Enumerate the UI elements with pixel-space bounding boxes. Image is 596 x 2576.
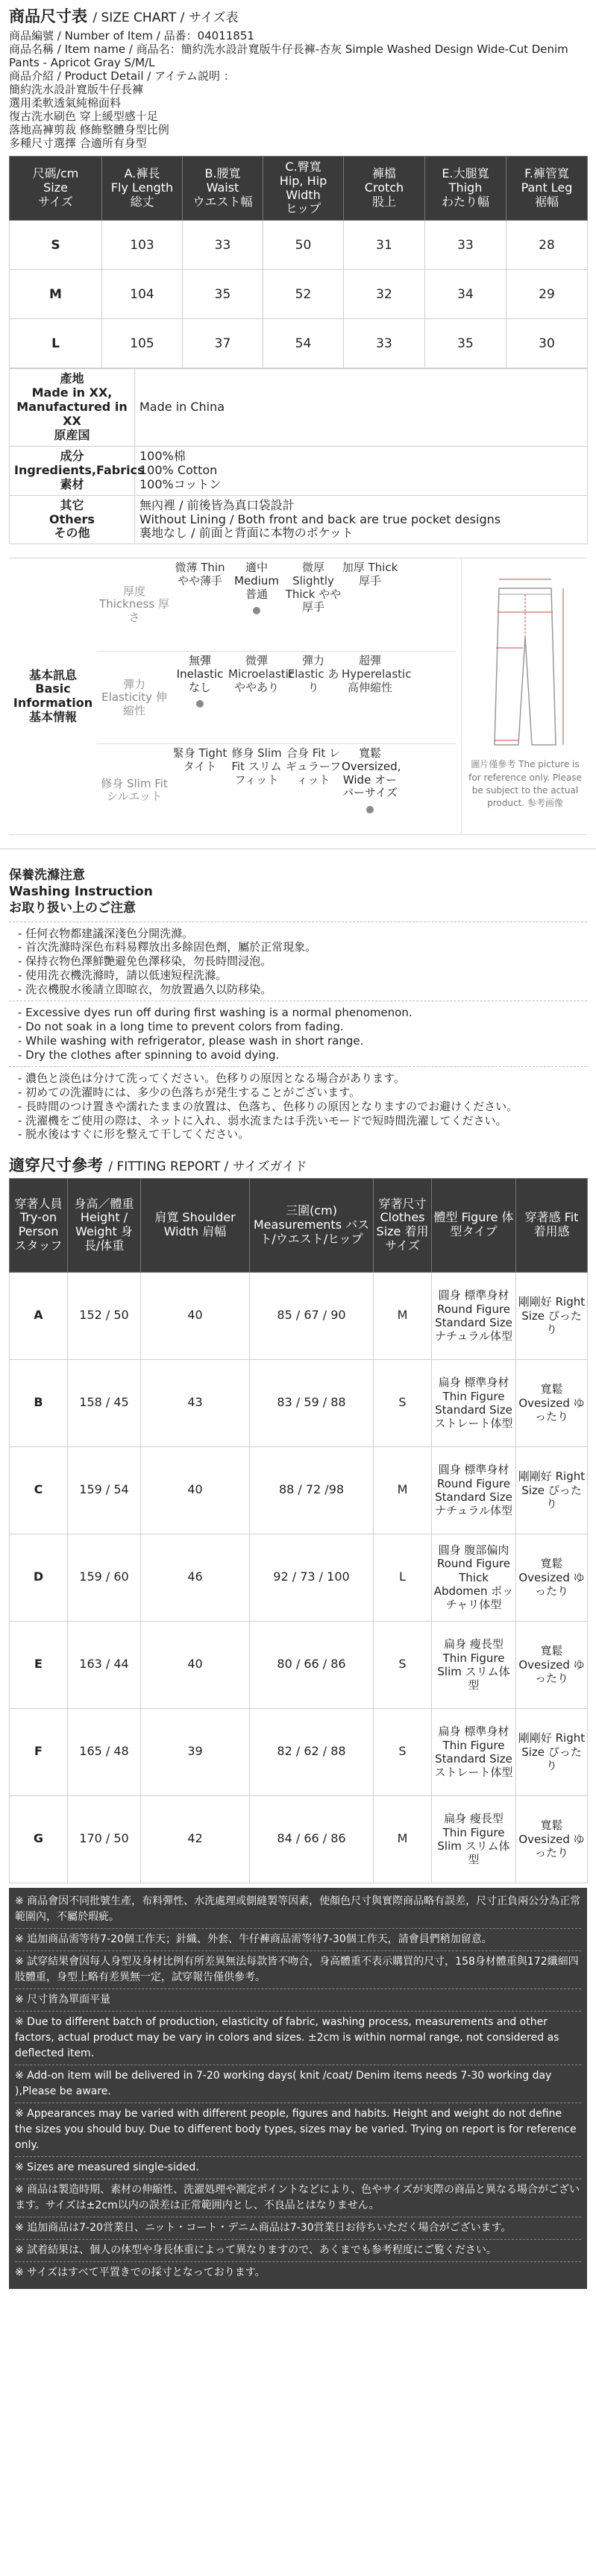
size-chart-header-row — [10, 156, 588, 221]
figure-cell: 圓身 標準身材 Round Figure Standard Size ナチュラル体型 — [432, 1446, 516, 1534]
elasticity-option: 超彈 Hyperelastic 高伸縮性 — [342, 654, 412, 694]
thickness-option: 加厚 Thick 厚手 — [342, 561, 398, 588]
waist-header: B.腰寬 Waist ウエスト幅 — [183, 156, 263, 221]
person-cell: C — [10, 1446, 68, 1534]
attribute-grid — [97, 558, 457, 834]
table-cell: 34 — [425, 270, 506, 319]
pant-leg-header: F.褲管寬 Pant Leg 裾幅 — [506, 156, 588, 221]
selected-dot-icon — [253, 607, 260, 614]
detail-line: 選用柔軟透氣純棉面料 — [9, 95, 122, 110]
table-row — [10, 1708, 588, 1795]
note-item: ※ 尺寸皆為單面平量 — [15, 1989, 581, 2012]
height-weight-cell: 158 / 45 — [68, 1359, 141, 1446]
person-cell: D — [10, 1534, 68, 1621]
materials-value: 100%棉 100% Cotton 100%コットン — [135, 446, 588, 495]
size-header: 尺碼/cm Size サイズ — [10, 156, 102, 221]
measurements-header: 三圍(cm) Measurements バスト/ウエスト/ヒップ — [250, 1178, 374, 1272]
fly-length-header: A.褲長 Fly Length 総丈 — [102, 156, 183, 221]
note-item: ※ Due to different batch of production, elasticity of fabric, washing process, measurements and other factors, actual product may be vary in colors and sizes. ±2cm is within normal range, not considered as deflected item. — [15, 2012, 581, 2065]
size-cell: L — [10, 319, 102, 368]
clothes-size-cell: M — [374, 1795, 432, 1883]
fitting-table — [9, 1178, 588, 1883]
size-chart-heading — [0, 0, 596, 29]
table-cell: 35 — [425, 319, 506, 368]
detail-line: 簡約洗水設計寬版牛仔長褲 — [9, 82, 144, 96]
thickness-row — [97, 558, 457, 651]
clothes-size-cell: M — [374, 1272, 432, 1359]
fit-cell: 剛剛好 Right Size ぴったり — [516, 1708, 588, 1795]
note-item: ※ 試穿結果會因每人身型及身材比例有所差異無法每款皆不吻合，身高體重不表示購買的尺寸，158身材體重與172纖細四肢體重，身型上略有差異無一定，試穿報告僅供參考。 — [15, 1951, 581, 1989]
table-cell: 103 — [102, 221, 183, 270]
fitting-title: 適穿尺寸參考 — [9, 1156, 103, 1175]
clothes-size-cell: M — [374, 1446, 432, 1534]
item-number: 商品編號 / Number of Item / 品番：04011851 — [9, 28, 254, 42]
basic-info-label: 基本訊息 Basic Information 基本情報 — [13, 667, 93, 725]
note-item: ※ 試着結果は、個人の体型や身長体重によって異なりますので、あくまでも参考程度にご覧ください。 — [15, 2240, 581, 2262]
figure-cell: 圓身 標準身材 Round Figure Standard Size ナチュラル体型 — [432, 1272, 516, 1359]
basic-information — [9, 558, 587, 835]
fit-cell: 寬鬆 Ovesized ゆったり — [516, 1534, 588, 1621]
pants-diagram — [461, 558, 587, 834]
person-cell: G — [10, 1795, 68, 1883]
selected-dot-icon — [196, 700, 204, 708]
elasticity-row — [97, 651, 457, 743]
table-cell: 33 — [183, 221, 263, 270]
table-cell: 105 — [102, 319, 183, 368]
note-item: ※ Appearances may be varied with different people, figures and habits. Height and weight do not define the sizes you should buy. Due to different body types, sizes may be varied. Trying on report is for reference only. — [15, 2103, 581, 2157]
table-cell: 29 — [506, 270, 588, 319]
size-cell: S — [10, 221, 102, 270]
fitting-subtitle: / FITTING REPORT / サイズガイド — [108, 1159, 307, 1175]
elasticity-label: 彈力 Elasticity 伸縮性 — [101, 677, 167, 718]
figure-header: 體型 Figure 体型タイプ — [432, 1178, 516, 1272]
washing-japanese: - 濃色と淡色は分けて洗ってください。色移りの原因となる場合があります。 - 初めての洗濯時には、多少の色落ちが発生することがございます。 - 長時間のつけ置きや濡れたままの放置は、色落ち、色移りの原因となりますのでお避けください。 - 洗濯機をご使用の際は、ネットに入れ、弱水流または手洗いモードで短時間洗濯してください。 - 脱水後はすぐに形を整えて干してください。 — [9, 1066, 587, 1146]
fit-header: 穿著感 Fit 着用感 — [516, 1178, 588, 1272]
size-cell: M — [10, 270, 102, 319]
person-cell: B — [10, 1359, 68, 1446]
detail-heading: 商品介紹 / Product Detail / アイテム説明 ： — [9, 69, 235, 83]
selected-dot-icon — [366, 806, 374, 813]
figure-cell: 扁身 標準身材 Thin Figure Standard Size ストレート体型 — [432, 1708, 516, 1795]
materials-label: 成分 Ingredients,Fabrics 素材 — [10, 446, 135, 495]
table-row — [10, 270, 588, 319]
table-cell: 31 — [344, 221, 425, 270]
figure-cell: 圓身 腹部偏肉 Round Figure Thick Abdomen ポッチャリ体型 — [432, 1534, 516, 1621]
clothes-size-header: 穿著尺寸 Clothes Size 着用サイズ — [374, 1178, 432, 1272]
person-cell: F — [10, 1708, 68, 1795]
fit-option: 緊身 Tight タイト — [172, 746, 228, 773]
table-cell: 50 — [263, 221, 344, 270]
shoulder-cell: 46 — [141, 1534, 250, 1621]
elasticity-option: 彈力 Elastic あり — [287, 654, 339, 694]
thickness-label: 厚度 Thickness 厚さ — [99, 584, 169, 625]
others-label: 其它 Others その他 — [10, 495, 135, 544]
fitting-header-row — [10, 1178, 588, 1272]
table-cell: 32 — [344, 270, 425, 319]
measurements-cell: 83 / 59 / 88 — [250, 1359, 374, 1446]
shoulder-cell: 40 — [141, 1446, 250, 1534]
shoulder-cell: 43 — [141, 1359, 250, 1446]
table-row — [10, 1534, 588, 1621]
table-cell: 33 — [344, 319, 425, 368]
slim-fit-row — [97, 743, 457, 836]
person-cell: E — [10, 1621, 68, 1708]
shoulder-cell: 39 — [141, 1708, 250, 1795]
others-value: 無內裡 / 前後皆為真口袋設計 Without Lining / Both front and back are true pocket designs 裏地なし / 前面と背面に本物のポケット — [135, 495, 588, 544]
shoulder-cell: 40 — [141, 1621, 250, 1708]
clothes-size-cell: S — [374, 1708, 432, 1795]
washing-heading: 保養洗滌注意 Washing Instruction お取り扱い上のご注意 — [0, 848, 596, 921]
detail-line: 多種尺寸選擇 合適所有身型 — [9, 136, 147, 150]
table-row — [10, 221, 588, 270]
table-cell: 52 — [263, 270, 344, 319]
table-row — [10, 1359, 588, 1446]
height-weight-cell: 159 / 54 — [68, 1446, 141, 1534]
note-item: ※ 追加商品需等待7-20個工作天；針織、外套、牛仔褲商品需等待7-30個工作天，請會員們稍加留意。 — [15, 1929, 581, 1951]
fit-cell: 寬鬆 Ovesized ゆったり — [516, 1621, 588, 1708]
thickness-option: 微厚 Slightly Thick やや厚手 — [285, 561, 342, 614]
height-weight-cell: 159 / 60 — [68, 1534, 141, 1621]
measurements-cell: 84 / 66 / 86 — [250, 1795, 374, 1883]
measurements-cell: 82 / 62 / 88 — [250, 1708, 374, 1795]
measurements-cell: 88 / 72 /98 — [250, 1446, 374, 1534]
table-row — [10, 319, 588, 368]
height-weight-header: 身高／體重 Height / Weight 身長/体重 — [68, 1178, 141, 1272]
thickness-option: 微薄 Thin やや薄手 — [175, 561, 225, 588]
note-item: ※ 商品は製造時期、素材の伸縮性、洗濯処理や測定ポイントなどにより、色やサイズが実際の商品と異なる場合がございます。サイズは±2cm以内の誤差は正常範囲内とし、不良品とはなりません。 — [15, 2179, 581, 2217]
table-cell: 104 — [102, 270, 183, 319]
crotch-header: 褲檔 Crotch 股上 — [344, 156, 425, 221]
note-item: ※ Add-on item will be delivered in 7-20 working days( knit /coat/ Denim items needs 7-30 working day ),Please be aware. — [15, 2065, 581, 2103]
fit-cell: 剛剛好 Right Size ぴったり — [516, 1446, 588, 1534]
measurements-cell: 85 / 67 / 90 — [250, 1272, 374, 1359]
size-chart-subtitle: / SIZE CHART / サイズ表 — [92, 10, 239, 25]
shoulder-cell: 42 — [141, 1795, 250, 1883]
clothes-size-cell: L — [374, 1534, 432, 1621]
materials-row — [10, 446, 588, 495]
note-item: ※ 商品會因不同批號生產，布料彈性、水洗處理或側縫製等因素，使顏色尺寸與實際商品略有誤差，尺寸正負兩公分為正常範圍內，不屬於瑕疵。 — [15, 1891, 581, 1929]
size-chart-title: 商品尺寸表 — [9, 7, 87, 25]
fit-option: 寬鬆 Oversized, Wide オーバーサイズ — [342, 744, 398, 837]
elasticity-option: 無彈 Inelastic なし — [172, 652, 228, 744]
origin-row — [10, 369, 588, 446]
pants-outline-icon — [477, 566, 574, 752]
thigh-header: E.大腿寬 Thigh わたり幅 — [425, 156, 506, 221]
table-cell: 28 — [506, 221, 588, 270]
fit-option: 合身 Fit レギュラーフィット — [285, 746, 342, 787]
shoulder-header: 肩寬 Shoulder Width 肩幅 — [141, 1178, 250, 1272]
product-info-table — [9, 368, 588, 544]
height-weight-cell: 163 / 44 — [68, 1621, 141, 1708]
table-row — [10, 1272, 588, 1359]
fit-cell: 寬鬆 Ovesized ゆったり — [516, 1795, 588, 1883]
figure-cell: 扁身 瘦長型 Thin Figure Slim スリム体型 — [432, 1621, 516, 1708]
washing-english: - Excessive dyes run off during first washing is a normal phenomenon. - Do not soak in a long time to prevent colors from fading. - While washing with refrigerator, please wash in short range. - Dry the clothes after spinning to avoid dying. — [9, 1001, 587, 1066]
thickness-option: 適中 Medium 普通 — [228, 558, 285, 651]
fit-cell: 寬鬆 Ovesized ゆったり — [516, 1359, 588, 1446]
fit-option: 修身 Slim Fit スリムフィット — [231, 746, 282, 787]
notes-panel — [9, 1888, 587, 2289]
height-weight-cell: 165 / 48 — [68, 1708, 141, 1795]
hip-header: C.臀寬 Hip, Hip Width ヒップ — [263, 156, 344, 221]
person-cell: A — [10, 1272, 68, 1359]
note-item: ※ 追加商品は7-20営業日、ニット・コート・デニム商品は7-30営業日お待ちいただく場合がございます。 — [15, 2217, 581, 2240]
fit-cell: 剛剛好 Right Size ぴったり — [516, 1272, 588, 1359]
washing-chinese: - 任何衣物都建議深淺色分開洗滌。 - 首次洗滌時深色布料易釋放出多餘固色劑，屬於正常現象。 - 保持衣物色澤鮮艷避免色澤移染，勿長時間浸泡。 - 使用洗衣機洗滌時，請以低速短程洗滌。 - 洗衣機脫水後請立即晾衣，勿放置過久以防移染。 — [9, 922, 587, 1001]
product-details — [0, 29, 596, 156]
table-row — [10, 1795, 588, 1883]
table-cell: 30 — [506, 319, 588, 368]
detail-line: 落地高褲剪裁 修飾整體身型比例 — [9, 122, 169, 136]
note-item: ※ Sizes are measured single-sided. — [15, 2157, 581, 2179]
measurements-cell: 80 / 66 / 86 — [250, 1621, 374, 1708]
table-cell: 33 — [425, 221, 506, 270]
elasticity-option: 微彈 Microelastic ややあり — [228, 654, 295, 694]
note-item: ※ サイズはすべて平置きでの採寸となっております。 — [15, 2266, 266, 2279]
origin-label: 產地 Made in XX, Manufactured in XX 原産国 — [10, 369, 135, 446]
table-row — [10, 1446, 588, 1534]
size-chart-table — [9, 156, 588, 369]
height-weight-cell: 152 / 50 — [68, 1272, 141, 1359]
slim-fit-label: 修身 Slim Fit シルエット — [101, 776, 168, 804]
shoulder-cell: 40 — [141, 1272, 250, 1359]
item-name: 商品名稱 / Item name / 商品名：簡約洗水設計寬版牛仔長褲-杏灰 Simple Washed Design Wide-Cut Denim Pants - Apricot Gray S/M/L — [9, 42, 568, 69]
fitting-heading — [0, 1146, 596, 1178]
diagram-note: 圖片僅參考 The picture is for reference only. Please be subject to the actual product. 参考画像 — [468, 759, 582, 809]
origin-value: Made in China — [135, 369, 588, 446]
table-row — [10, 1621, 588, 1708]
detail-line: 復古洗水刷色 穿上緩型感十足 — [9, 109, 158, 123]
table-cell: 54 — [263, 319, 344, 368]
table-cell: 35 — [183, 270, 263, 319]
figure-cell: 扁身 標準身材 Thin Figure Standard Size ストレート体型 — [432, 1359, 516, 1446]
height-weight-cell: 170 / 50 — [68, 1795, 141, 1883]
measurements-cell: 92 / 73 / 100 — [250, 1534, 374, 1621]
figure-cell: 扁身 瘦長型 Thin Figure Slim スリム体型 — [432, 1795, 516, 1883]
clothes-size-cell: S — [374, 1359, 432, 1446]
table-cell: 37 — [183, 319, 263, 368]
person-header: 穿著人員 Try-on Person スタッフ — [10, 1178, 68, 1272]
clothes-size-cell: S — [374, 1621, 432, 1708]
others-row — [10, 495, 588, 544]
